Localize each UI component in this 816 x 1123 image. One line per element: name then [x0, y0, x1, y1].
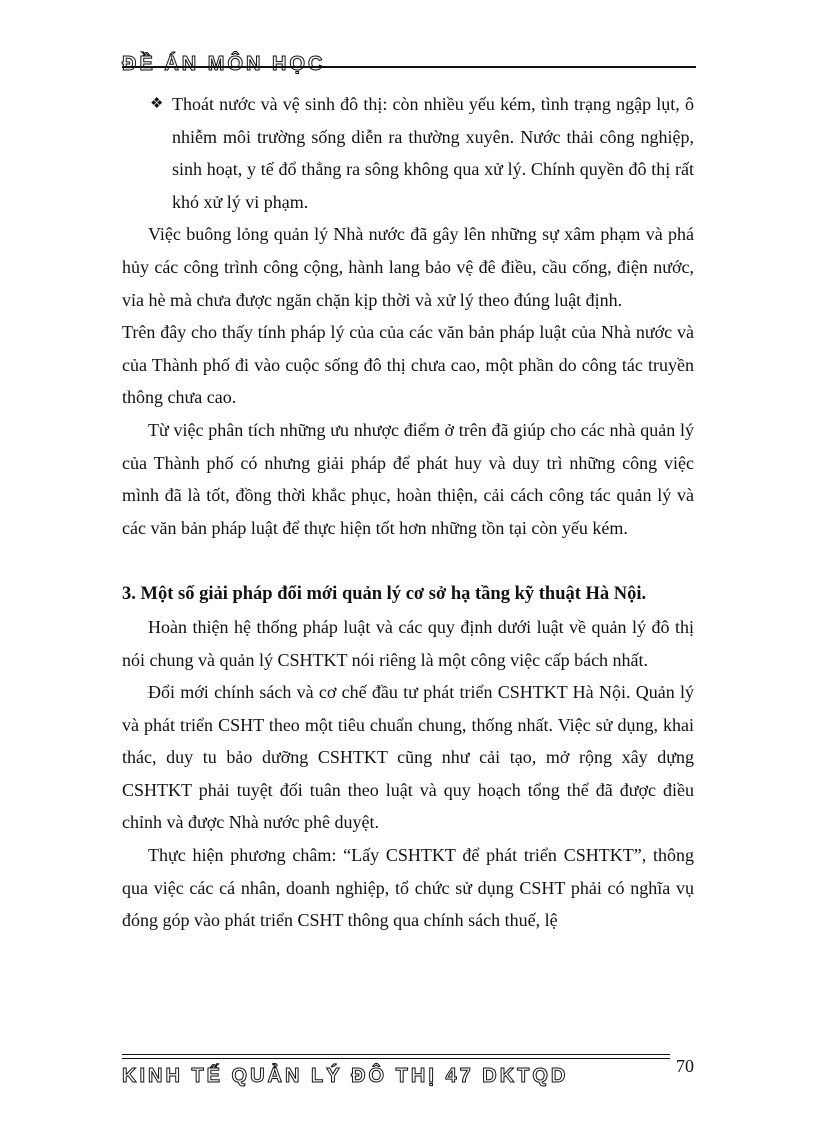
four-diamond-bullet-icon: ❖ — [150, 96, 164, 112]
footer-title: KINH TẾ QUẢN LÝ ĐÔ THỊ 47 DKTQD — [122, 1065, 569, 1087]
header-rule — [122, 66, 696, 68]
page-footer — [122, 1052, 696, 1087]
paragraph-legal-documents: Trên đây cho thấy tính pháp lý của của các văn bản pháp luật của Nhà nước và của Thành phố đi vào cuộc sống đô thị chưa cao, một phần do công tác truyền thông chưa cao. — [122, 322, 694, 408]
paragraph-legal-system: Hoàn thiện hệ thống pháp luật và các quy định dưới luật về quản lý đô thị nói chung và quản lý CSHTKT nói riêng là một công việc cấp bách nhất. — [122, 616, 694, 670]
footer-rule-top — [122, 1054, 670, 1055]
header-title: ĐỀ ÁN MÔN HỌC — [122, 53, 326, 75]
page-number: 70 — [676, 1056, 694, 1076]
page-header — [122, 50, 696, 75]
footer-rule-bottom — [122, 1058, 670, 1059]
section-heading: 3. Một số giải pháp đổi mới quản lý cơ sở hạ tầng kỹ thuật Hà Nội. — [122, 584, 647, 605]
document-body — [122, 88, 694, 937]
paragraph-state-management: Việc buông lỏng quản lý Nhà nước đã gây lên những sự xâm phạm và phá hủy các công trình công cộng, hành lang bảo vệ đê điều, cầu cống, điện nước, vỉa hè mà chưa được ngăn chặn kịp thời và xử lý theo đúng luật định. — [122, 224, 694, 310]
paragraph-investment-policy: Đổi mới chính sách và cơ chế đầu tư phát triển CSHTKT Hà Nội. Quản lý và phát triển CSHT theo một tiêu chuẩn chung, thống nhất. Việc sử dụng, khai thác, duy tu bảo dưỡng CSHTKT cũng như cải tạo, mở rộng xây dựng CSHTKT phải tuyệt đối tuân theo luật và quy hoạch tổng thể đã được điều chỉnh và được Nhà nước phê duyệt. — [122, 682, 694, 833]
bullet-text: Thoát nước và vệ sinh đô thị: còn nhiều yếu kém, tình trạng ngập lụt, ô nhiễm môi trường sống diễn ra thường xuyên. Nước thải công nghiệp, sinh hoạt, y tế đổ thẳng ra sông không qua xử lý. Chính quyền đô thị rất khó xử lý vi phạm. — [172, 94, 694, 212]
paragraph-motto: Thực hiện phương châm: “Lấy CSHTKT để phát triển CSHTKT”, thông qua việc các cá nhân, doanh nghiệp, tổ chức sử dụng CSHT phải có nghĩa vụ đóng góp vào phát triển CSHT thông qua chính sách thuế, lệ — [122, 845, 694, 931]
bullet-item — [122, 88, 694, 218]
paragraph-analysis-summary: Từ việc phân tích những ưu nhược điểm ở trên đã giúp cho các nhà quản lý của Thành phố có nhưng giải pháp để phát huy và duy trì những công việc mình đã là tốt, đồng thời khắc phục, hoàn thiện, cải cách công tác quản lý và các văn bản pháp luật để thực hiện tốt hơn những tồn tại còn yếu kém. — [122, 419, 694, 538]
